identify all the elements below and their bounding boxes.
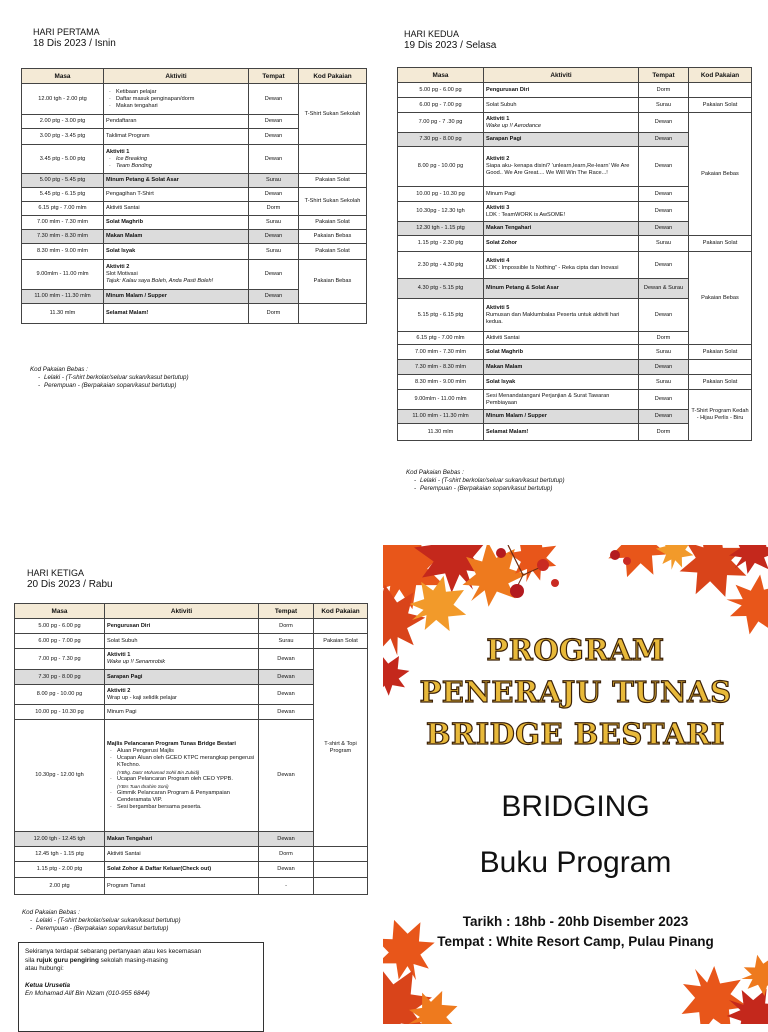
aktiviti-cell: Aktiviti Santai [484, 332, 639, 345]
table-row [398, 236, 752, 252]
activity-sub: Siapa aku- kenapa disini? ‘unlearn,learn,Re-learn’ We Are Good.. We Are Great.... We Will Win The Race...! [486, 163, 630, 176]
day1-heading [33, 26, 116, 50]
activity-sub: Wake up !! Senamrobik [107, 659, 166, 665]
masa-cell: 4.30 ptg - 5.15 ptg [398, 279, 484, 299]
kod-cell: Pakaian Bebas [299, 230, 367, 244]
notes-title: Kod Pakaian Bebas : [406, 469, 464, 476]
tempat-cell: Dewan [639, 147, 689, 187]
masa-cell: 8.30 mlm - 9.00 mlm [398, 375, 484, 390]
tempat-cell: Dorm [249, 304, 299, 324]
masa-cell: 10.00 pg - 10.30 pg [398, 187, 484, 202]
masa-cell: 2.30 ptg - 4.30 ptg [398, 252, 484, 279]
masa-cell: 12.45 tgh - 1.15 ptg [15, 847, 105, 862]
table-row [22, 244, 367, 260]
activity-head: Aktiviti 5 [486, 304, 510, 311]
masa-cell: 6.15 ptg - 7.00 mlm [22, 202, 104, 216]
kod-cell: Pakaian Solat [689, 236, 752, 252]
aktiviti-cell [484, 299, 639, 332]
tempat-cell: Dorm [639, 83, 689, 98]
list-item: (YBhg. Dato' Mohamad Sohil Bin Zubidi) [117, 769, 200, 775]
table-row [22, 145, 367, 174]
list-item: · Sesi bergambar bersama peserta. [117, 804, 256, 811]
contact-head: Ketua Urusetia [25, 981, 71, 989]
table-row [15, 847, 368, 862]
contact-line: Sekiranya terdapat sebarang pertanyaan atau kes kecemasan [25, 948, 202, 955]
tempat-cell: Surau [249, 174, 299, 188]
leaf-cluster-bottom-right [665, 951, 768, 1024]
activity-sub: Wake up !! Aerodance [486, 122, 542, 129]
program-title-line2: PENERAJU TUNAS [419, 675, 732, 709]
masa-cell: 8.00 pg - 10.00 pg [15, 685, 105, 705]
day3-heading [27, 567, 113, 591]
program-title-line3: BRIDGE BESTARI [425, 717, 725, 751]
aktiviti-cell [484, 252, 639, 279]
notes-lelaki: - Lelaki - (T-shirt berkolar/seluar sukan/kasut bertutup) [420, 477, 565, 485]
tempat-cell: Dewan [639, 252, 689, 279]
aktiviti-cell [484, 202, 639, 222]
masa-cell: 5.45 ptg - 6.15 ptg [22, 188, 104, 202]
masa-cell: 12.00 tgh - 2.00 ptg [22, 84, 104, 115]
col-kod: Kod Pakaian [314, 604, 368, 619]
aktiviti-cell [105, 649, 259, 670]
masa-cell: 7.00 mlm - 7.30 mlm [22, 216, 104, 230]
aktiviti-cell: Sarapan Pagi [486, 136, 522, 142]
aktiviti-cell: Taklimat Program [104, 129, 249, 145]
table-row [22, 84, 367, 115]
kod-cell: Pakaian Solat [314, 634, 368, 649]
tempat-cell: Dewan [639, 187, 689, 202]
list-item: (YBrs Tuan Ibrahim Soni) [117, 783, 169, 789]
kod-cell: Pakaian Solat [299, 216, 367, 230]
buku-program-heading: Buku Program [479, 846, 672, 879]
list-item: · Ucapan Aluan oleh GCEO KTPC merangkap pengerusi KTechno. [117, 755, 256, 769]
tempat-cell: Dewan [639, 113, 689, 133]
day2-table [397, 67, 752, 441]
tempat-cell: Dorm [639, 332, 689, 345]
tempat-cell: Dewan [249, 129, 299, 145]
aktiviti-cell [104, 145, 249, 174]
tempat-cell: Dewan [249, 115, 299, 129]
day2-date: 19 Dis 2023 / Selasa [404, 40, 497, 51]
tempat-cell: Dewan [639, 299, 689, 332]
masa-cell: 6.15 ptg - 7.00 mlm [398, 332, 484, 345]
tempat-cell: Dewan [259, 862, 314, 878]
masa-cell: 8.30 mlm - 9.00 mlm [22, 244, 104, 260]
masa-cell: 2.00 ptg - 3.00 ptg [22, 115, 104, 129]
aktiviti-cell: Pengagihan T-Shirt [104, 188, 249, 202]
tempat-cell: Dewan [259, 832, 314, 847]
activity-sub: Tajuk: Kalau saya Boleh, Anda Pasti Boleh! [106, 278, 214, 284]
aktiviti-cell: Selamat Malam! [106, 310, 149, 316]
col-aktiviti: Aktiviti [484, 68, 639, 83]
aktiviti-cell: Aktiviti Santai [105, 847, 259, 862]
masa-cell: 5.00 pg - 6.00 pg [15, 619, 105, 634]
activity-head: Aktiviti 1 [486, 115, 510, 122]
contact-box [18, 942, 264, 1032]
tempat-cell: Dewan [249, 145, 299, 174]
aktiviti-cell: Solat Isyak [486, 378, 516, 385]
notes-title: Kod Pakaian Bebas : [22, 909, 80, 916]
tempat-cell: Dewan [639, 360, 689, 375]
masa-cell: 10.30pg - 12.00 tgh [15, 720, 105, 832]
tempat-cell: Dewan [249, 188, 299, 202]
activity-head: Aktiviti 2 [107, 687, 131, 694]
table-row [15, 862, 368, 878]
aktiviti-cell: Solat Maghrib [106, 219, 143, 225]
tempat-cell: Surau [639, 345, 689, 360]
aktiviti-cell: Makan Tengahari [107, 835, 153, 842]
masa-cell: 3.45 ptg - 5.00 ptg [22, 145, 104, 174]
aktiviti-cell [105, 685, 259, 705]
day3-date: 20 Dis 2023 / Rabu [27, 579, 113, 590]
day2-title: HARI KEDUA [404, 29, 460, 39]
tempat-cell: Dewan [249, 260, 299, 290]
contact-text: sila [25, 956, 37, 964]
tempat-cell: Dewan [639, 410, 689, 424]
program-title-line1: PROGRAM [486, 633, 665, 667]
notes-lelaki: - Lelaki - (T-shirt berkolar/seluar sukan/kasut bertutup) [36, 917, 181, 925]
masa-cell: 11.00 mlm - 11.30 mlm [398, 410, 484, 424]
tempat-cell: Dewan [259, 720, 314, 832]
dress-code-notes-2 [406, 469, 565, 493]
table-row [15, 619, 368, 634]
table-row [398, 360, 752, 375]
tempat-cell: Dewan [639, 390, 689, 410]
col-kod: Kod Pakaian [689, 68, 752, 83]
day2-heading [404, 28, 496, 52]
aktiviti-cell [484, 147, 639, 187]
col-kod: Kod Pakaian [299, 69, 367, 84]
col-tempat: Tempat [249, 69, 299, 84]
aktiviti-cell: Program Tamat [105, 878, 259, 895]
masa-cell: 9.00mlm - 11.00 mlm [22, 260, 104, 290]
aktiviti-cell [104, 84, 249, 115]
table-row [22, 304, 367, 324]
masa-cell: 7.30 mlm - 8.30 mlm [398, 360, 484, 375]
kod-cell: T-Shirt Program Kedah - Hijau Perlis - Biru [689, 390, 752, 441]
aktiviti-cell: Sarapan Pagi [107, 673, 143, 680]
activity-sub: Rumusan dan Maklumbalas Peserta untuk aktiviti hari kedua. [486, 311, 620, 325]
activity-head: Aktiviti 4 [486, 258, 510, 264]
table-row [398, 83, 752, 98]
tempat-cell: Dewan & Surau [639, 279, 689, 299]
tempat-cell: Dewan [249, 290, 299, 304]
tempat-cell: Dewan [249, 84, 299, 115]
table-row [22, 188, 367, 202]
leaf-cluster-top-right [598, 545, 768, 640]
col-masa: Masa [398, 68, 484, 83]
aktiviti-cell: Minum Pagi [484, 187, 639, 202]
notes-perempuan: - Perempuan - (Berpakaian sopan/kasut bertutup) [36, 925, 181, 933]
activity-head: Aktiviti 2 [486, 156, 510, 162]
masa-cell: 12.30 tgh - 1.15 ptg [398, 222, 484, 236]
col-aktiviti: Aktiviti [105, 604, 259, 619]
activity-head: Aktiviti 2 [106, 264, 130, 270]
masa-cell: 10.30pg - 12.30 tgh [398, 202, 484, 222]
aktiviti-cell: Solat Subuh [484, 98, 639, 113]
masa-cell: 7.00 mlm - 7.30 mlm [398, 345, 484, 360]
table-header [398, 68, 752, 83]
masa-cell: 1.15 ptg - 2.00 ptg [15, 862, 105, 878]
kod-cell: Pakaian Solat [689, 345, 752, 360]
aktiviti-cell: Solat Zohor & Daftar Keluar(Check out) [107, 866, 212, 872]
tempat-cell: Dewan [259, 705, 314, 720]
table-row [398, 345, 752, 360]
aktiviti-cell: Aktiviti Santai [104, 202, 249, 216]
dress-code-notes-1 [30, 366, 189, 390]
masa-cell: 5.15 ptg - 6.15 ptg [398, 299, 484, 332]
aktiviti-cell [484, 113, 639, 133]
list-item: · Aluan Pengerusi Majlis [117, 748, 256, 755]
masa-cell: 8.00 pg - 10.00 pg [398, 147, 484, 187]
list-item: · Gimmik Pelancaran Program & Penyampaian Cenderamata VIP. [117, 790, 256, 804]
aktiviti-cell [104, 260, 249, 290]
tempat-cell: Dorm [259, 847, 314, 862]
aktiviti-cell: Makan Malam [106, 233, 143, 239]
aktiviti-cell: Solat Subuh [105, 634, 259, 649]
masa-cell: 12.00 tgh - 12.45 tgh [15, 832, 105, 847]
activity-sub: LDK : Impossible Is Nothing” - Reka cipta dan Inovasi [486, 265, 619, 271]
autumn-leaves-decoration [383, 545, 768, 1024]
masa-cell: 7.30 pg - 8.00 pg [398, 133, 484, 147]
aktiviti-cell: Solat Zohor [486, 240, 518, 246]
day1-table [21, 68, 367, 324]
aktiviti-cell: Selamat Malam! [486, 428, 529, 435]
activity-head: Aktiviti 1 [107, 652, 131, 658]
tempat-cell: Dorm [259, 619, 314, 634]
masa-cell: 10.00 pg - 10.30 pg [15, 705, 105, 720]
tempat-cell: Dewan [639, 222, 689, 236]
masa-cell: 6.00 pg - 7.00 pg [398, 98, 484, 113]
aktiviti-cell: Makan Tengahari [486, 225, 532, 231]
table-row [22, 174, 367, 188]
aktiviti-cell: Pengurusan Diri [486, 86, 530, 93]
list-item: · Ucapan Pelancaran Program oleh CEO YPPB. [117, 776, 256, 783]
aktiviti-cell: Minum Pagi [105, 705, 259, 720]
activity-sub: LDK : TeamWORK is AwSOME! [486, 211, 566, 218]
tempat-cell: Dewan [639, 202, 689, 222]
masa-cell: 11.30 mlm [398, 424, 484, 441]
contact-text: sekolah masing-masing [98, 956, 168, 964]
tempat-cell: Dewan [259, 685, 314, 705]
day3-title: HARI KETIGA [27, 568, 85, 578]
tarikh-line: Tarikh : 18hb - 20hb Disember 2023 [462, 914, 689, 929]
tempat-cell: Surau [259, 634, 314, 649]
activity-head: Majlis Pelancaran Program Tunas Bridge Bestari [107, 740, 236, 747]
aktiviti-cell: Pendaftaran [104, 115, 249, 129]
day1-title: HARI PERTAMA [33, 27, 100, 37]
masa-cell: 9.00mlm - 11.00 mlm [398, 390, 484, 410]
bridging-heading: BRIDGING [501, 790, 650, 823]
contact-emphasis: rujuk guru pengiring [36, 956, 99, 964]
masa-cell: 6.00 pg - 7.00 pg [15, 634, 105, 649]
col-aktiviti: Aktiviti [104, 69, 249, 84]
masa-cell: 7.00 pg - 7.30 pg [15, 649, 105, 670]
masa-cell: 1.15 ptg - 2.30 ptg [398, 236, 484, 252]
kod-cell: Pakaian Solat [689, 375, 752, 390]
tempat-cell: Dorm [249, 202, 299, 216]
tempat-cell: Surau [639, 236, 689, 252]
kod-cell: T-shirt & Topi Program [314, 649, 368, 847]
dress-code-notes-3 [22, 909, 181, 933]
tempat-cell: Dewan [259, 649, 314, 670]
col-masa: Masa [15, 604, 105, 619]
notes-title: Kod Pakaian Bebas : [30, 366, 88, 373]
kod-cell: Pakaian Bebas [299, 260, 367, 304]
tempat-cell: Surau [639, 98, 689, 113]
contact-line [25, 957, 257, 966]
masa-cell: 5.00 pg - 6.00 pg [398, 83, 484, 98]
tempat-line: Tempat : White Resort Camp, Pulau Pinang [437, 934, 714, 949]
aktiviti-cell: Minum Malam / Supper [106, 293, 167, 299]
masa-cell: 7.00 pg - 7 .30 pg [398, 113, 484, 133]
table-header [22, 69, 367, 84]
kod-cell: Pakaian Solat [299, 244, 367, 260]
contact-line: atau hubungi: [25, 965, 64, 972]
day1-date: 18 Dis 2023 / Isnin [33, 38, 116, 49]
col-tempat: Tempat [639, 68, 689, 83]
activity-head: Aktiviti 1 [106, 148, 130, 155]
table-row [22, 260, 367, 290]
notes-perempuan: - Perempuan - (Berpakaian sopan/kasut bertutup) [44, 382, 189, 390]
kod-cell: T-Shirt Sukan Sekolah [299, 188, 367, 216]
kod-cell: Pakaian Solat [689, 98, 752, 113]
list-item: · Daftar masuk penginapan/dorm [116, 96, 246, 103]
table-row [15, 649, 368, 670]
tempat-cell: Surau [639, 375, 689, 390]
list-item: · Ketibaan pelajar [116, 89, 246, 96]
aktiviti-cell: Minum Malam / Supper [486, 413, 547, 419]
table-row [398, 98, 752, 113]
table-row [15, 634, 368, 649]
tempat-cell: - [259, 878, 314, 895]
col-tempat: Tempat [259, 604, 314, 619]
aktiviti-cell: Minum Petang & Solat Asar [106, 177, 179, 183]
masa-cell: 7.30 pg - 8.00 pg [15, 670, 105, 685]
aktiviti-cell: Makan Malam [486, 363, 523, 370]
list-item: · Team Bonding [116, 163, 246, 170]
contact-name: En Mohamad Alif Bin Nizam (010-955 6844) [25, 990, 150, 997]
aktiviti-cell [105, 720, 259, 832]
table-header [15, 604, 368, 619]
masa-cell: 2.00 ptg [15, 878, 105, 895]
aktiviti-cell: Solat Maghrib [486, 348, 523, 355]
masa-cell: 7.30 mlm - 8.30 mlm [22, 230, 104, 244]
notes-lelaki: - Lelaki - (T-shirt berkolar/seluar sukan/kasut bertutup) [44, 374, 189, 382]
masa-cell: 5.00 ptg - 5.45 ptg [22, 174, 104, 188]
kod-cell: Pakaian Bebas [689, 113, 752, 236]
table-row [398, 252, 752, 279]
tempat-cell: Dewan [249, 230, 299, 244]
list-item: · Makan tengahari [116, 103, 246, 110]
table-row [398, 390, 752, 410]
table-row [15, 878, 368, 895]
kod-cell: T-Shirt Sukan Sekolah [299, 84, 367, 145]
tempat-cell: Dorm [639, 424, 689, 441]
table-row [398, 375, 752, 390]
day3-table [14, 603, 368, 895]
table-row [398, 113, 752, 133]
tempat-cell: Surau [249, 216, 299, 230]
activity-line: Slot Motivasi [106, 271, 138, 277]
aktiviti-cell: Solat Isyak [106, 248, 136, 254]
activity-sub: Wrap up - kaji selidik pelajar [107, 694, 177, 701]
masa-cell: 3.00 ptg - 3.45 ptg [22, 129, 104, 145]
cover-page [383, 545, 768, 1024]
list-item: · Ice Breaking [116, 156, 246, 163]
activity-head: Aktiviti 3 [486, 204, 510, 211]
notes-perempuan: - Perempuan - (Berpakaian sopan/kasut bertutup) [420, 485, 565, 493]
aktiviti-cell: Sesi Menandatangani Perjanjian & Surat Tawaran Pembiayaan [484, 390, 639, 410]
aktiviti-cell: Minum Petang & Solat Asar [486, 285, 559, 291]
masa-cell: 11.30 mlm [22, 304, 104, 324]
kod-cell: Pakaian Solat [299, 174, 367, 188]
kod-cell: Pakaian Bebas [689, 252, 752, 345]
tempat-cell: Dewan [639, 133, 689, 147]
table-row [22, 216, 367, 230]
table-row [22, 230, 367, 244]
aktiviti-cell: Pengurusan Diri [107, 622, 151, 629]
col-masa: Masa [22, 69, 104, 84]
tempat-cell: Surau [249, 244, 299, 260]
masa-cell: 11.00 mlm - 11.30 mlm [22, 290, 104, 304]
tempat-cell: Dewan [259, 670, 314, 685]
